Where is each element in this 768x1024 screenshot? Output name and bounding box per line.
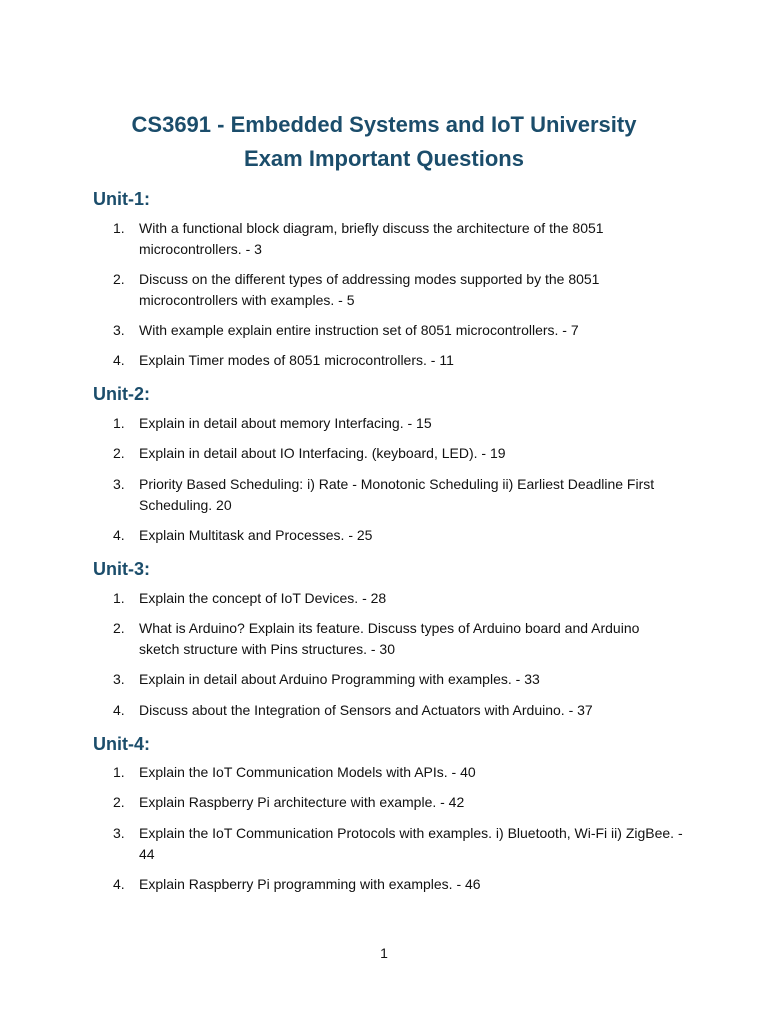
- list-item: [113, 669, 683, 690]
- list-item: [113, 792, 683, 813]
- list-item-text: Explain in detail about memory Interfacing. - 15: [139, 415, 432, 431]
- list-item: [113, 588, 683, 609]
- page-number: 1: [380, 945, 388, 961]
- list-item-number: 3.: [113, 671, 125, 687]
- unit-2-heading: Unit-2:: [93, 384, 150, 404]
- list-item: [113, 350, 683, 371]
- list-item-text: With example explain entire instruction set of 8051 microcontrollers. - 7: [139, 322, 579, 338]
- list-item-text: Explain Raspberry Pi programming with examples. - 46: [139, 876, 481, 892]
- unit-4-heading: Unit-4:: [93, 734, 150, 754]
- list-item-number: 2.: [113, 445, 125, 461]
- list-item-number: 3.: [113, 476, 125, 492]
- unit-1-heading: Unit-1:: [93, 189, 150, 209]
- title-line-1: CS3691 - Embedded Systems and IoT University: [131, 112, 637, 137]
- list-item: [113, 700, 683, 721]
- list-item: [113, 474, 683, 516]
- list-item: [113, 413, 683, 434]
- list-item-number: 2.: [113, 271, 125, 287]
- list-item: [113, 525, 683, 546]
- list-item-number: 3.: [113, 825, 125, 841]
- list-item-number: 4.: [113, 527, 125, 543]
- list-item: [113, 874, 683, 895]
- list-item-text: Explain the IoT Communication Protocols with examples. i) Bluetooth, Wi-Fi ii) ZigBee. - 44: [139, 825, 683, 862]
- list-item-number: 4.: [113, 702, 125, 718]
- list-item-number: 2.: [113, 620, 125, 636]
- list-item: [113, 443, 683, 464]
- list-item-number: 2.: [113, 794, 125, 810]
- list-item: [113, 762, 683, 783]
- list-item-text: With a functional block diagram, briefly discuss the architecture of the 8051 microcontrollers. - 3: [139, 220, 604, 257]
- list-item-text: Explain Timer modes of 8051 microcontrollers. - 11: [139, 352, 454, 368]
- list-item-text: What is Arduino? Explain its feature. Discuss types of Arduino board and Arduino sketch structure with Pins structures. - 30: [139, 620, 640, 657]
- list-item-number: 1.: [113, 415, 125, 431]
- list-item-text: Priority Based Scheduling: i) Rate - Monotonic Scheduling ii) Earliest Deadline First Scheduling. 20: [139, 476, 655, 513]
- list-item-number: 1.: [113, 590, 125, 606]
- list-item: [113, 823, 683, 865]
- list-item: [113, 618, 683, 660]
- list-item-text: Explain the concept of IoT Devices. - 28: [139, 590, 387, 606]
- list-item-number: 4.: [113, 876, 125, 892]
- page-title: [0, 108, 768, 176]
- list-item: [113, 218, 683, 260]
- list-item-number: 1.: [113, 220, 125, 236]
- list-item-text: Explain in detail about Arduino Programming with examples. - 33: [139, 671, 540, 687]
- title-line-2: Exam Important Questions: [244, 146, 524, 171]
- list-item-text: Discuss on the different types of addressing modes supported by the 8051 microcontrollers with examples. - 5: [139, 271, 600, 308]
- list-item-number: 4.: [113, 352, 125, 368]
- list-item-text: Discuss about the Integration of Sensors and Actuators with Arduino. - 37: [139, 702, 593, 718]
- unit-3-heading: Unit-3:: [93, 559, 150, 579]
- list-item-text: Explain Multitask and Processes. - 25: [139, 527, 373, 543]
- list-item-text: Explain the IoT Communication Models with APIs. - 40: [139, 764, 476, 780]
- list-item: [113, 320, 683, 341]
- list-item-number: 1.: [113, 764, 125, 780]
- list-item-text: Explain Raspberry Pi architecture with example. - 42: [139, 794, 465, 810]
- list-item-text: Explain in detail about IO Interfacing. (keyboard, LED). - 19: [139, 445, 506, 461]
- list-item-number: 3.: [113, 322, 125, 338]
- list-item: [113, 269, 683, 311]
